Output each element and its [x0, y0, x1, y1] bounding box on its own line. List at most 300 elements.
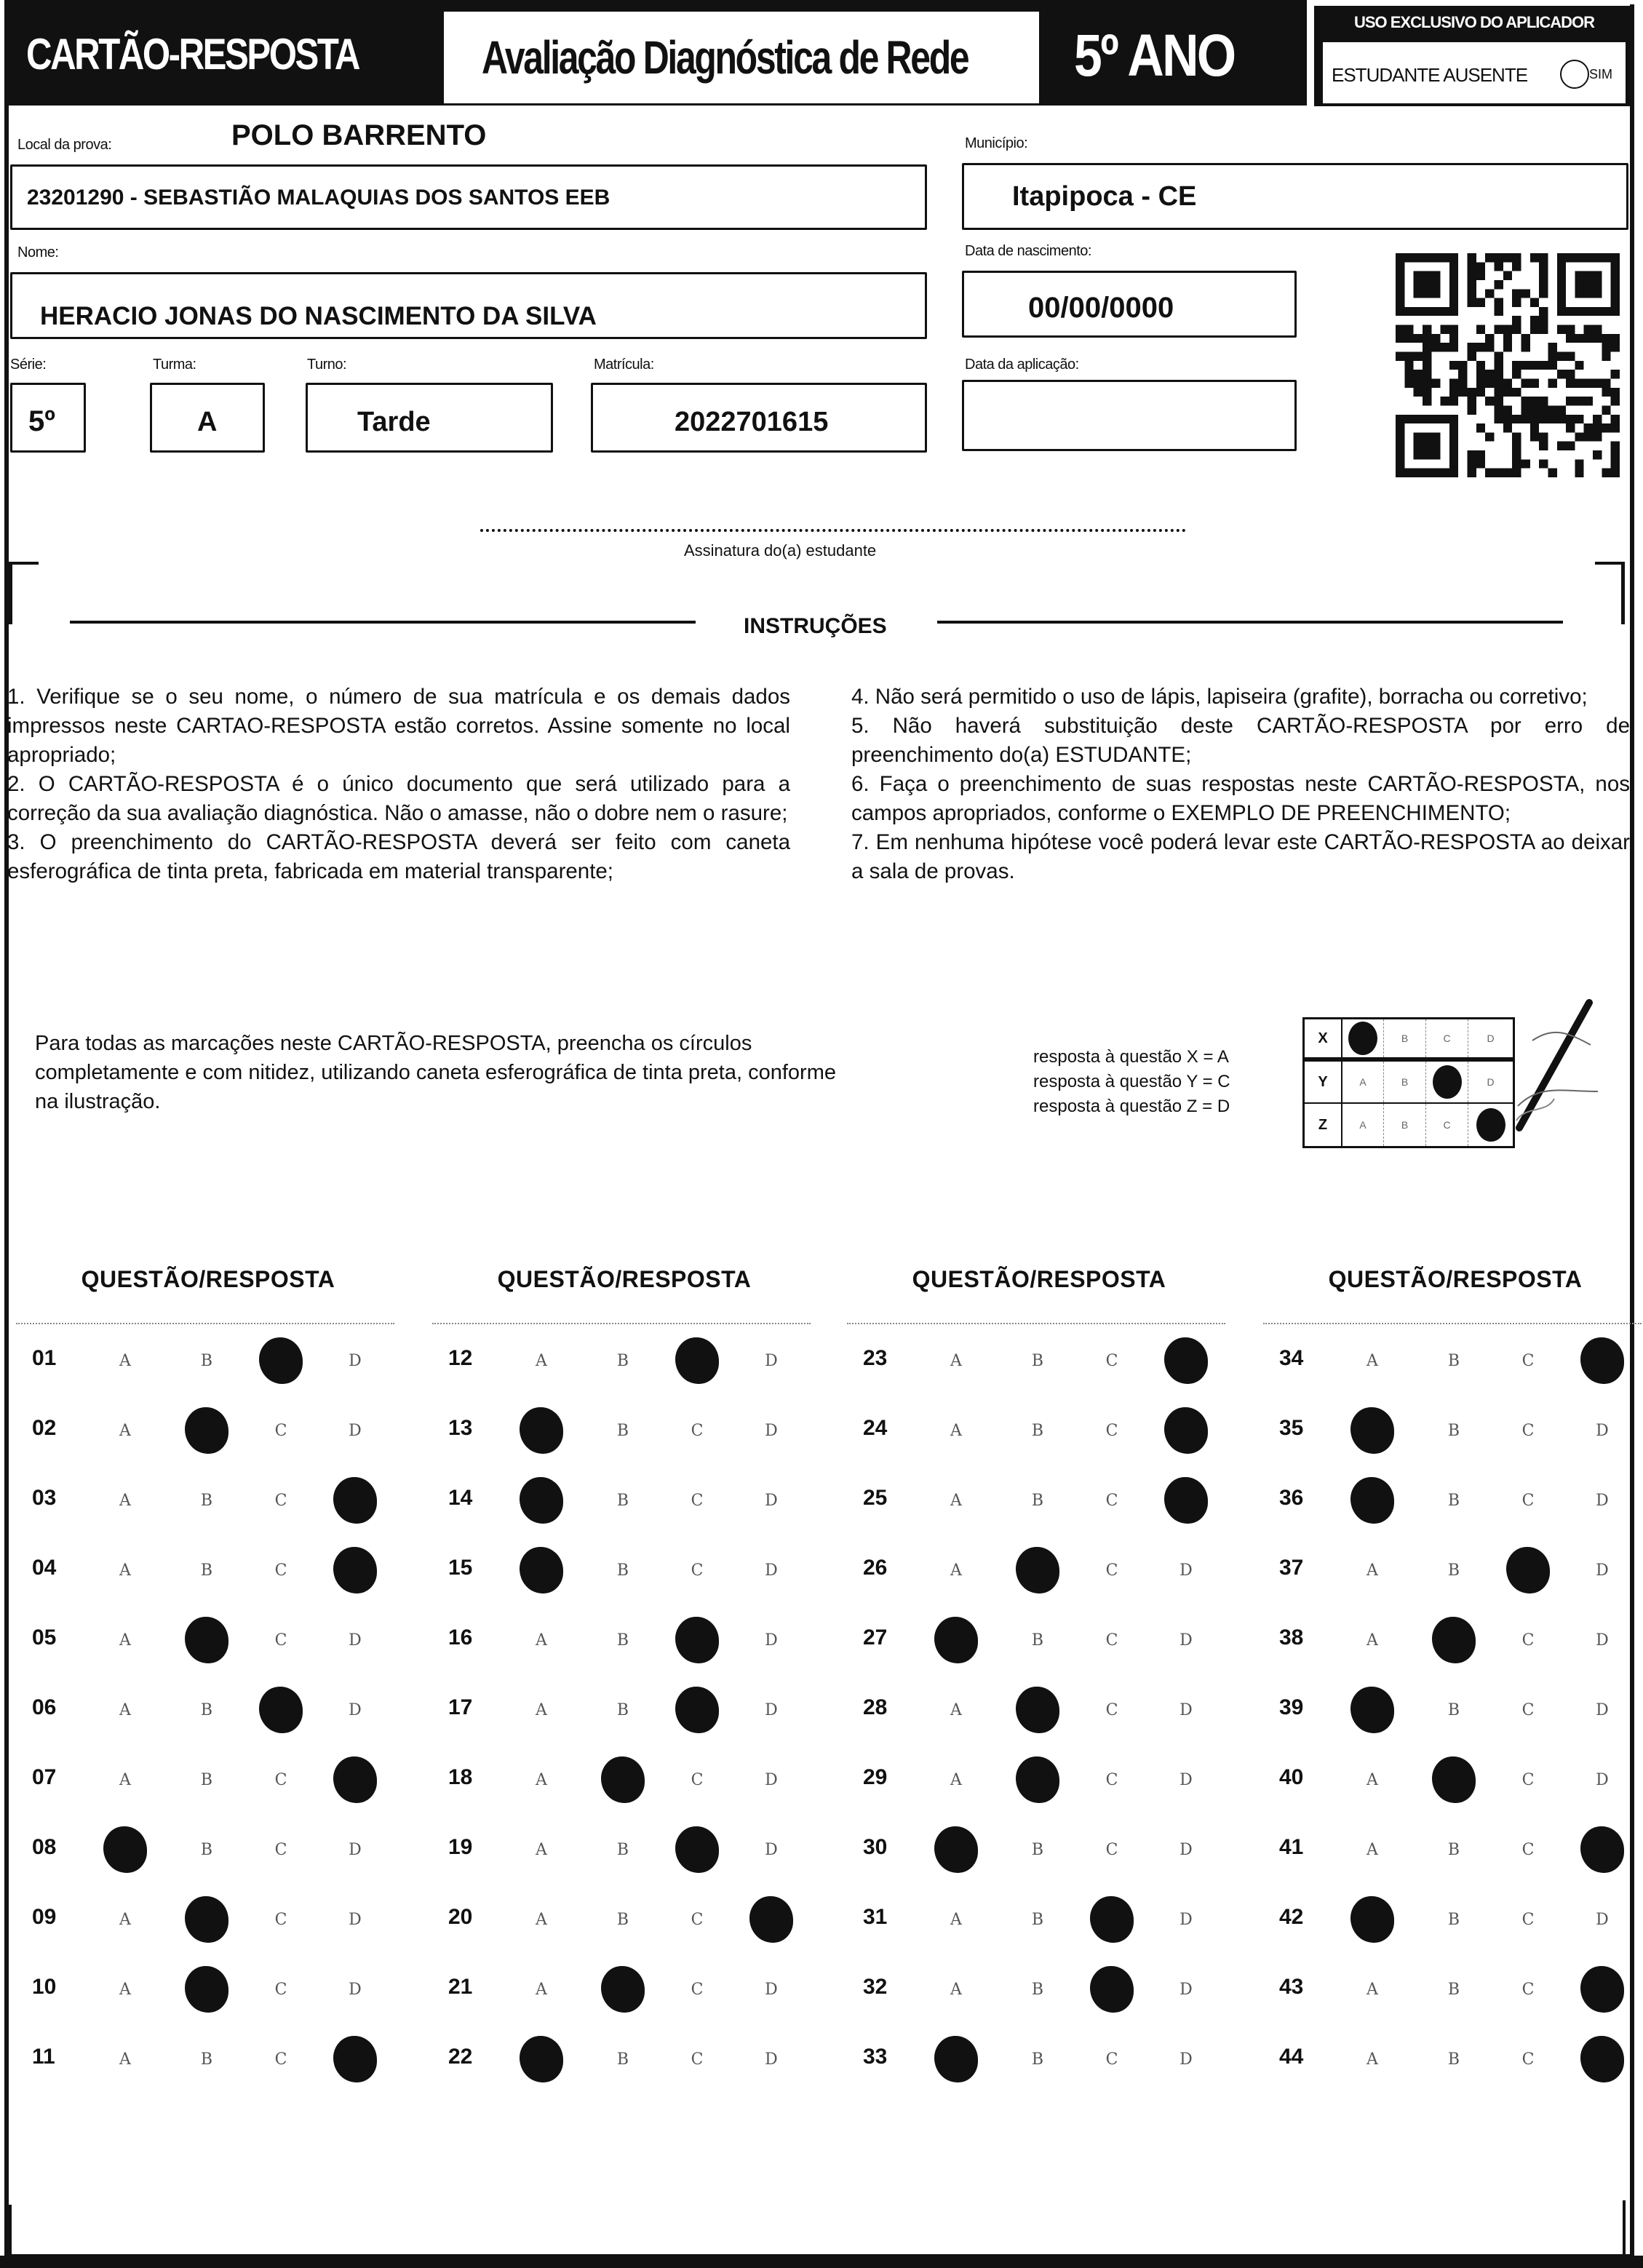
answer-row-15: [432, 1548, 811, 1592]
bubble-13-b[interactable]: B: [616, 1421, 629, 1440]
bubble-41-d-filled[interactable]: [1580, 1828, 1624, 1871]
example-option: B: [1383, 1104, 1425, 1146]
corner-mark-top-right: [1595, 562, 1625, 624]
answer-column-box: [432, 1323, 811, 2069]
bubble-38-d[interactable]: D: [1596, 1631, 1609, 1650]
filled-mark: [934, 1617, 978, 1663]
bubble-44-c[interactable]: C: [1521, 2050, 1535, 2069]
bubble-30-c[interactable]: C: [1105, 1840, 1118, 1859]
question-number: 22: [448, 2045, 473, 2069]
bubble-18-b-filled[interactable]: [601, 1758, 645, 1802]
bubble-01-a[interactable]: A: [119, 1351, 131, 1370]
bubble-04-b[interactable]: B: [200, 1561, 213, 1580]
question-number: 15: [448, 1556, 473, 1580]
bubble-43-c[interactable]: C: [1521, 1980, 1535, 1999]
municipio-value: Itapipoca - CE: [1012, 181, 1197, 212]
bubble-24-d-filled[interactable]: [1164, 1409, 1208, 1452]
bubble-11-a[interactable]: A: [119, 2050, 131, 2069]
filled-mark: [1506, 1547, 1550, 1593]
bubble-39-d[interactable]: D: [1596, 1700, 1609, 1719]
bubble-02-b-filled[interactable]: [185, 1409, 228, 1452]
filled-mark: [333, 1547, 377, 1593]
bubble-03-c[interactable]: C: [274, 1491, 287, 1510]
bubble-39-a-filled[interactable]: [1350, 1688, 1394, 1732]
filled-mark: [749, 1896, 793, 1943]
bubble-14-d[interactable]: D: [765, 1491, 778, 1510]
answer-row-37: [1263, 1548, 1642, 1592]
question-number: 10: [32, 1975, 57, 1999]
bubble-32-d[interactable]: D: [1179, 1980, 1193, 1999]
bubble-26-a[interactable]: A: [950, 1561, 962, 1580]
bubble-23-c[interactable]: C: [1105, 1351, 1118, 1370]
bubble-15-d[interactable]: D: [765, 1561, 778, 1580]
turno-field: [306, 383, 553, 453]
example-option: B: [1383, 1062, 1425, 1102]
bubble-10-b-filled[interactable]: [185, 1967, 228, 2011]
bubble-15-c[interactable]: C: [691, 1561, 704, 1580]
bubble-06-b[interactable]: B: [200, 1700, 213, 1719]
filled-mark: [520, 1547, 563, 1593]
serie-field: [10, 383, 86, 453]
bubble-30-d[interactable]: D: [1179, 1840, 1193, 1859]
bubble-08-b[interactable]: B: [200, 1840, 213, 1859]
bubble-12-b[interactable]: B: [616, 1351, 629, 1370]
bubble-05-b-filled[interactable]: [185, 1618, 228, 1662]
bubble-06-c-filled[interactable]: [259, 1688, 303, 1732]
bubble-04-a[interactable]: A: [119, 1561, 131, 1580]
question-number: 24: [863, 1416, 888, 1440]
bubble-02-c[interactable]: C: [274, 1421, 287, 1440]
bubble-15-b[interactable]: B: [616, 1561, 629, 1580]
answer-row-25: [847, 1479, 1225, 1522]
bubble-41-b[interactable]: B: [1447, 1840, 1460, 1859]
evaluation-title: Avaliação Diagnóstica de Rede: [482, 31, 968, 84]
bubble-32-b[interactable]: B: [1031, 1980, 1044, 1999]
bubble-25-a[interactable]: A: [950, 1491, 962, 1510]
bubble-33-d[interactable]: D: [1179, 2050, 1193, 2069]
answer-row-27: [847, 1618, 1225, 1662]
bubble-40-c[interactable]: C: [1521, 1770, 1535, 1789]
instruction-5: 5. Não haverá substituição deste CARTÃO-RESPOSTA por erro de preenchimento do(a) ESTUDANTE;: [851, 714, 1630, 767]
turma-value: A: [197, 407, 218, 437]
question-number: 14: [448, 1486, 473, 1510]
answer-column-box: [1263, 1323, 1642, 2069]
bubble-06-d[interactable]: D: [349, 1700, 362, 1719]
bubble-20-d-filled[interactable]: [749, 1898, 793, 1941]
filled-mark: [1016, 1547, 1059, 1593]
bubble-21-d[interactable]: D: [765, 1980, 778, 1999]
bubble-30-a-filled[interactable]: [934, 1828, 978, 1871]
bubble-17-a[interactable]: A: [536, 1700, 547, 1719]
filled-mark: [601, 1966, 645, 2013]
answer-row-41: [1263, 1828, 1642, 1871]
bubble-33-b[interactable]: B: [1031, 2050, 1044, 2069]
bubble-12-d[interactable]: D: [765, 1351, 778, 1370]
bubble-01-b[interactable]: B: [200, 1351, 213, 1370]
bubble-09-d[interactable]: D: [349, 1910, 362, 1929]
answer-row-38: [1263, 1618, 1642, 1662]
filled-mark: [520, 2036, 563, 2082]
filled-mark: [675, 1617, 719, 1663]
example-option-filled: [1341, 1019, 1383, 1057]
answer-row-40: [1263, 1758, 1642, 1802]
matricula-label: Matrícula:: [594, 357, 654, 373]
bubble-13-d[interactable]: D: [765, 1421, 778, 1440]
bubble-21-a[interactable]: A: [536, 1980, 547, 1999]
question-number: 42: [1279, 1905, 1304, 1929]
bubble-05-a[interactable]: A: [119, 1631, 131, 1650]
bubble-11-b[interactable]: B: [200, 2050, 213, 2069]
answer-row-09: [16, 1898, 394, 1941]
bubble-36-b[interactable]: B: [1447, 1491, 1460, 1510]
bubble-43-b[interactable]: B: [1447, 1980, 1460, 1999]
bubble-12-c-filled[interactable]: [675, 1339, 719, 1382]
bubble-29-b-filled[interactable]: [1016, 1758, 1059, 1802]
question-number: 19: [448, 1835, 473, 1859]
answer-row-43: [1263, 1967, 1642, 2011]
bubble-02-a[interactable]: A: [119, 1421, 131, 1440]
bubble-35-b[interactable]: B: [1447, 1421, 1460, 1440]
bubble-18-d[interactable]: D: [765, 1770, 778, 1789]
answer-row-12: [432, 1339, 811, 1382]
bubble-35-c[interactable]: C: [1521, 1421, 1535, 1440]
bubble-08-c[interactable]: C: [274, 1840, 287, 1859]
bubble-03-d-filled[interactable]: [333, 1479, 377, 1522]
bubble-07-c[interactable]: C: [274, 1770, 287, 1789]
filled-mark: [1016, 1756, 1059, 1803]
bubble-33-a-filled[interactable]: [934, 2037, 978, 2081]
answer-row-01: [16, 1339, 394, 1382]
instruction-4: 4. Não será permitido o uso de lápis, lapiseira (grafite), borracha ou corretivo;: [851, 685, 1588, 709]
answer-row-34: [1263, 1339, 1642, 1382]
bubble-44-d-filled[interactable]: [1580, 2037, 1624, 2081]
bubble-33-c[interactable]: C: [1105, 2050, 1118, 2069]
bubble-29-a[interactable]: A: [950, 1770, 962, 1789]
filled-mark: [675, 1687, 719, 1733]
bubble-05-c[interactable]: C: [274, 1631, 287, 1650]
bubble-37-a[interactable]: A: [1366, 1561, 1378, 1580]
bubble-43-d-filled[interactable]: [1580, 1967, 1624, 2011]
example-question-label: Z: [1318, 1116, 1328, 1133]
bubble-19-d[interactable]: D: [765, 1840, 778, 1859]
bubble-18-a[interactable]: A: [536, 1770, 547, 1789]
bubble-39-b[interactable]: B: [1447, 1700, 1460, 1719]
question-number: 16: [448, 1626, 473, 1650]
answer-row-24: [847, 1409, 1225, 1452]
question-number: 37: [1279, 1556, 1304, 1580]
bubble-21-b-filled[interactable]: [601, 1967, 645, 2011]
bubble-18-c[interactable]: C: [691, 1770, 704, 1789]
bubble-31-b[interactable]: B: [1031, 1910, 1044, 1929]
example-row-x: [1305, 1019, 1513, 1062]
municipio-label: Município:: [965, 135, 1028, 151]
question-number: 36: [1279, 1486, 1304, 1510]
bubble-22-a-filled[interactable]: [520, 2037, 563, 2081]
bubble-34-c[interactable]: C: [1521, 1351, 1535, 1370]
bubble-26-d[interactable]: D: [1179, 1561, 1193, 1580]
filled-mark: [1350, 1407, 1394, 1454]
bubble-25-c[interactable]: C: [1105, 1491, 1118, 1510]
question-number: 43: [1279, 1975, 1304, 1999]
bubble-36-d[interactable]: D: [1596, 1491, 1609, 1510]
evaluation-title-box: [444, 12, 1039, 103]
bubble-16-c-filled[interactable]: [675, 1618, 719, 1662]
bubble-20-a[interactable]: A: [536, 1910, 547, 1929]
bubble-23-d-filled[interactable]: [1164, 1339, 1208, 1382]
bubble-42-d[interactable]: D: [1596, 1910, 1609, 1929]
bubble-16-d[interactable]: D: [765, 1631, 778, 1650]
bubble-37-b[interactable]: B: [1447, 1561, 1460, 1580]
answer-row-28: [847, 1688, 1225, 1732]
question-number: 18: [448, 1765, 473, 1789]
bubble-10-c[interactable]: C: [274, 1980, 287, 1999]
bubble-16-a[interactable]: A: [536, 1631, 547, 1650]
bubble-27-b[interactable]: B: [1031, 1631, 1044, 1650]
bubble-27-a-filled[interactable]: [934, 1618, 978, 1662]
answer-row-17: [432, 1688, 811, 1732]
applicator-title: USO EXCLUSIVO DO APLICADOR: [1353, 13, 1595, 31]
answer-row-06: [16, 1688, 394, 1732]
filled-mark: [520, 1477, 563, 1524]
answer-column-box: [16, 1323, 394, 2069]
bubble-35-d[interactable]: D: [1596, 1421, 1609, 1440]
bubble-28-d[interactable]: D: [1179, 1700, 1193, 1719]
question-number: 07: [32, 1765, 57, 1789]
filled-mark: [1090, 1896, 1134, 1943]
bubble-34-d-filled[interactable]: [1580, 1339, 1624, 1382]
bubble-17-b[interactable]: B: [616, 1700, 629, 1719]
bubble-31-d[interactable]: D: [1179, 1910, 1193, 1929]
bubble-26-b-filled[interactable]: [1016, 1548, 1059, 1592]
absent-bubble[interactable]: [1560, 60, 1589, 89]
bubble-01-d[interactable]: D: [349, 1351, 362, 1370]
bubble-42-a-filled[interactable]: [1350, 1898, 1394, 1941]
filled-mark: [333, 1756, 377, 1803]
bubble-41-a[interactable]: A: [1366, 1840, 1378, 1859]
turma-label: Turma:: [153, 357, 196, 373]
bubble-19-c-filled[interactable]: [675, 1828, 719, 1871]
bubble-35-a-filled[interactable]: [1350, 1409, 1394, 1452]
bubble-36-a-filled[interactable]: [1350, 1479, 1394, 1522]
bubble-31-c-filled[interactable]: [1090, 1898, 1134, 1941]
bubble-16-b[interactable]: B: [616, 1631, 629, 1650]
bubble-01-c-filled[interactable]: [259, 1339, 303, 1382]
bubble-24-b[interactable]: B: [1031, 1421, 1044, 1440]
bubble-44-a[interactable]: A: [1366, 2050, 1378, 2069]
question-number: 17: [448, 1695, 473, 1719]
bubble-31-a[interactable]: A: [950, 1910, 962, 1929]
filled-mark: [675, 1826, 719, 1873]
bubble-06-a[interactable]: A: [119, 1700, 131, 1719]
answer-row-26: [847, 1548, 1225, 1592]
bubble-22-b[interactable]: B: [616, 2050, 629, 2069]
bubble-29-c[interactable]: C: [1105, 1770, 1118, 1789]
answer-row-23: [847, 1339, 1225, 1382]
bubble-09-a[interactable]: A: [119, 1910, 131, 1929]
bubble-30-b[interactable]: B: [1031, 1840, 1044, 1859]
bubble-14-c[interactable]: C: [691, 1491, 704, 1510]
bubble-22-c[interactable]: C: [691, 2050, 704, 2069]
bubble-23-a[interactable]: A: [950, 1351, 962, 1370]
answer-row-31: [847, 1898, 1225, 1941]
instruction-6: 6. Faça o preenchimento de suas respostas neste CARTÃO-RESPOSTA, nos campos apropriados, conforme o EXEMPLO DE PREENCHIMENTO;: [851, 772, 1630, 825]
bubble-19-b[interactable]: B: [616, 1840, 629, 1859]
school-value: 23201290 - SEBASTIÃO MALAQUIAS DOS SANTOS EEB: [27, 186, 610, 210]
bubble-09-b-filled[interactable]: [185, 1898, 228, 1941]
bubble-38-a[interactable]: A: [1366, 1631, 1378, 1650]
bubble-43-a[interactable]: A: [1366, 1980, 1378, 1999]
example-label-z: resposta à questão Z = D: [1033, 1097, 1230, 1116]
answer-row-32: [847, 1967, 1225, 2011]
answer-row-30: [847, 1828, 1225, 1871]
bubble-27-d[interactable]: D: [1179, 1631, 1193, 1650]
bubble-21-c[interactable]: C: [691, 1980, 704, 1999]
card-title: CARTÃO-RESPOSTA: [26, 30, 359, 79]
question-number: 28: [863, 1695, 888, 1719]
bubble-03-a[interactable]: A: [119, 1491, 131, 1510]
bubble-36-c[interactable]: C: [1521, 1491, 1535, 1510]
bubble-32-a[interactable]: A: [950, 1980, 962, 1999]
question-number: 27: [863, 1626, 888, 1650]
bubble-44-b[interactable]: B: [1447, 2050, 1460, 2069]
question-number: 23: [863, 1346, 888, 1370]
bubble-23-b[interactable]: B: [1031, 1351, 1044, 1370]
filled-mark: [1164, 1337, 1208, 1384]
bubble-29-d[interactable]: D: [1179, 1770, 1193, 1789]
bubble-37-c-filled[interactable]: [1506, 1548, 1550, 1592]
filled-mark: [601, 1756, 645, 1803]
bubble-28-c[interactable]: C: [1105, 1700, 1118, 1719]
answer-row-03: [16, 1479, 394, 1522]
polo-name: POLO BARRENTO: [231, 119, 487, 151]
answer-row-42: [1263, 1898, 1642, 1941]
question-number: 30: [863, 1835, 888, 1859]
bubble-10-a[interactable]: A: [119, 1980, 131, 1999]
bubble-03-b[interactable]: B: [200, 1491, 213, 1510]
answer-row-18: [432, 1758, 811, 1802]
bubble-25-d-filled[interactable]: [1164, 1479, 1208, 1522]
example-option: C: [1425, 1019, 1468, 1057]
bubble-38-b-filled[interactable]: [1432, 1618, 1476, 1662]
serie-label: Série:: [10, 357, 47, 373]
bubble-26-c[interactable]: C: [1105, 1561, 1118, 1580]
bubble-37-d[interactable]: D: [1596, 1561, 1609, 1580]
bubble-14-a-filled[interactable]: [520, 1479, 563, 1522]
bubble-42-c[interactable]: C: [1521, 1910, 1535, 1929]
instruction-3: 3. O preenchimento do CARTÃO-RESPOSTA deverá ser feito com caneta esferográfica de tinta preta, fabricada em material transparente;: [7, 830, 790, 883]
absent-option-label: SIM: [1589, 67, 1613, 81]
answer-row-35: [1263, 1409, 1642, 1452]
bubble-09-c[interactable]: C: [274, 1910, 287, 1929]
filled-mark: [185, 1617, 228, 1663]
question-number: 04: [32, 1556, 57, 1580]
question-number: 32: [863, 1975, 888, 1999]
bubble-38-c[interactable]: C: [1521, 1631, 1535, 1650]
question-number: 39: [1279, 1695, 1304, 1719]
bubble-22-d[interactable]: D: [765, 2050, 778, 2069]
example-option-filled: [1425, 1062, 1468, 1102]
bubble-05-d[interactable]: D: [349, 1631, 362, 1650]
bubble-13-c[interactable]: C: [691, 1421, 704, 1440]
answer-row-07: [16, 1758, 394, 1802]
bubble-24-a[interactable]: A: [950, 1421, 962, 1440]
bubble-28-b-filled[interactable]: [1016, 1688, 1059, 1732]
bubble-17-c-filled[interactable]: [675, 1688, 719, 1732]
filled-mark: [675, 1337, 719, 1384]
municipio-field: [962, 163, 1628, 230]
filled-mark: [934, 2036, 978, 2082]
bubble-34-b[interactable]: B: [1447, 1351, 1460, 1370]
bubble-04-d-filled[interactable]: [333, 1548, 377, 1592]
filled-mark: [259, 1687, 303, 1733]
filled-mark: [185, 1966, 228, 2013]
bubble-41-c[interactable]: C: [1521, 1840, 1535, 1859]
bubble-08-a-filled[interactable]: [103, 1828, 147, 1871]
signature-line[interactable]: [480, 529, 1186, 532]
bubble-32-c-filled[interactable]: [1090, 1967, 1134, 2011]
bubble-19-a[interactable]: A: [536, 1840, 547, 1859]
bubble-20-b[interactable]: B: [616, 1910, 629, 1929]
bubble-10-d[interactable]: D: [349, 1980, 362, 1999]
bubble-07-a[interactable]: A: [119, 1770, 131, 1789]
bubble-13-a-filled[interactable]: [520, 1409, 563, 1452]
filled-mark: [934, 1826, 978, 1873]
bubble-17-d[interactable]: D: [765, 1700, 778, 1719]
aplicacao-label: Data da aplicação:: [965, 357, 1079, 373]
aplicacao-field[interactable]: [962, 380, 1297, 451]
bubble-40-a[interactable]: A: [1366, 1770, 1378, 1789]
bubble-07-b[interactable]: B: [200, 1770, 213, 1789]
answer-column-title: QUESTÃO/RESPOSTA: [497, 1266, 752, 1292]
corner-mark-top-left: [9, 562, 39, 624]
bubble-15-a-filled[interactable]: [520, 1548, 563, 1592]
bubble-40-b-filled[interactable]: [1432, 1758, 1476, 1802]
example-question-label: X: [1318, 1030, 1328, 1046]
nascimento-label: Data de nascimento:: [965, 243, 1091, 259]
bubble-27-c[interactable]: C: [1105, 1631, 1118, 1650]
question-number: 34: [1279, 1346, 1304, 1370]
bubble-12-a[interactable]: A: [536, 1351, 547, 1370]
bubble-07-d-filled[interactable]: [333, 1758, 377, 1802]
instruction-1: 1. Verifique se o seu nome, o número de sua matrícula e os demais dados impressos neste CARTAO-RESPOSTA estão corretos. Assine somente no local apropriado;: [7, 685, 790, 767]
bubble-25-b[interactable]: B: [1031, 1491, 1044, 1510]
filled-mark: [1580, 1826, 1624, 1873]
bubble-24-c[interactable]: C: [1105, 1421, 1118, 1440]
bubble-20-c[interactable]: C: [691, 1910, 704, 1929]
filled-mark: [1432, 1617, 1476, 1663]
bubble-39-c[interactable]: C: [1521, 1700, 1535, 1719]
instructions-right: [851, 683, 1630, 886]
answer-row-22: [432, 2037, 811, 2081]
grade-badge: 5º ANO: [1074, 23, 1235, 89]
bubble-42-b[interactable]: B: [1447, 1910, 1460, 1929]
bubble-14-b[interactable]: B: [616, 1491, 629, 1510]
bubble-28-a[interactable]: A: [950, 1700, 962, 1719]
bubble-40-d[interactable]: D: [1596, 1770, 1609, 1789]
example-question-label: Y: [1318, 1073, 1328, 1090]
answer-column-title: QUESTÃO/RESPOSTA: [1328, 1266, 1583, 1292]
bubble-34-a[interactable]: A: [1366, 1351, 1378, 1370]
bubble-11-d-filled[interactable]: [333, 2037, 377, 2081]
nascimento-field: [962, 271, 1297, 338]
filled-mark: [1164, 1407, 1208, 1454]
bubble-08-d[interactable]: D: [349, 1840, 362, 1859]
bubble-11-c[interactable]: C: [274, 2050, 287, 2069]
bubble-02-d[interactable]: D: [349, 1421, 362, 1440]
answer-row-13: [432, 1409, 811, 1452]
bubble-04-c[interactable]: C: [274, 1561, 287, 1580]
fill-note: Para todas as marcações neste CARTÃO-RESPOSTA, preencha os círculos completamente e com nitidez, utilizando caneta esferográfica de tinta preta, conforme na ilustração.: [35, 1032, 836, 1113]
